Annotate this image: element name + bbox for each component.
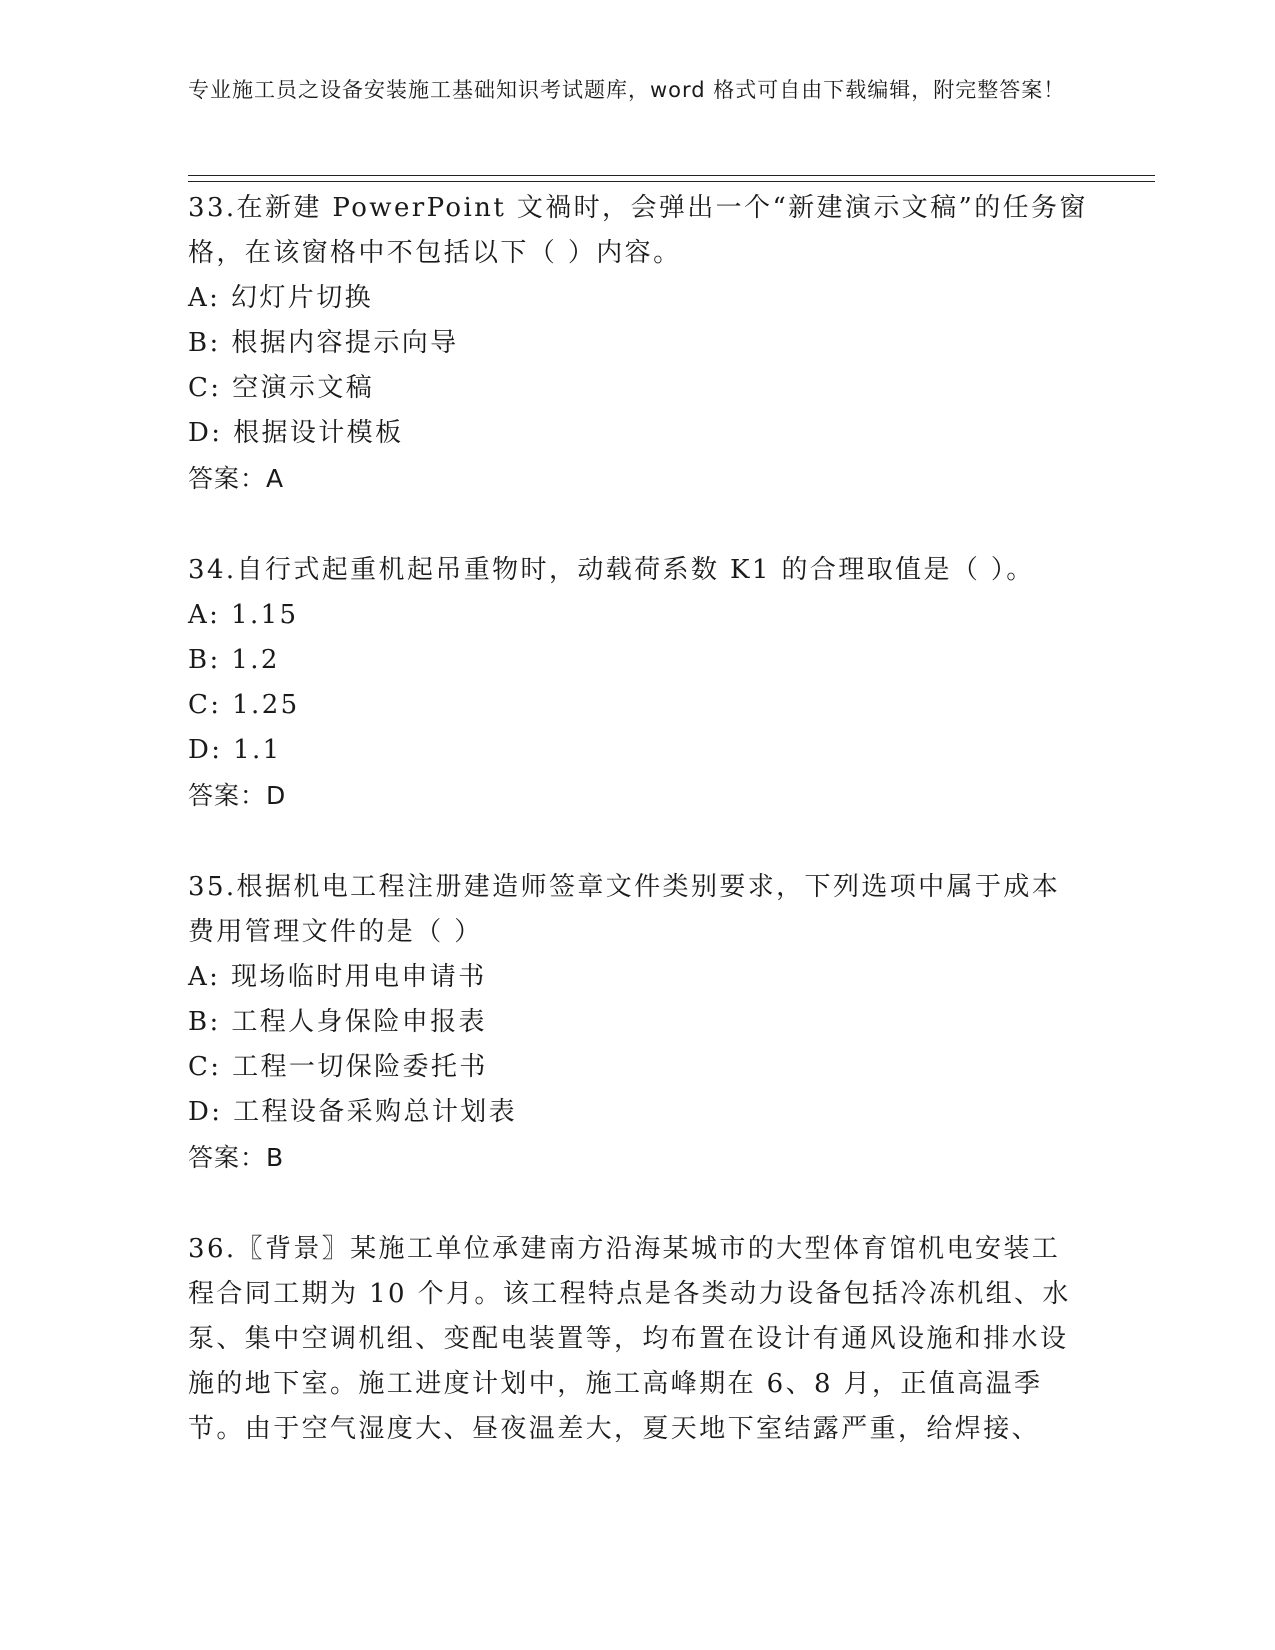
question-33 [188,186,1088,502]
question-35 [188,865,1088,1181]
answer: 答案：D [188,781,287,810]
option-c: C: 工程一切保险委托书 [188,1052,488,1082]
option-b: B: 1.2 [188,645,280,675]
option-c: C: 1.25 [188,690,300,720]
question-list [188,186,1088,1452]
question-text: 36.〖背景〗某施工单位承建南方沿海某城市的大型体育馆机电安装工程合同工期为 10 个月。该工程特点是各类动力设备包括冷冻机组、水泵、集中空调机组、变配电装置等，均布置在设计有通风设施和排水设施的地下室。施工进度计划中，施工高峰期在 6、8 月，正值高温季节。由于空气湿度大、昼夜温差大，夏天地下室结露严重，给焊接、 [188,1234,1071,1444]
question-36 [188,1227,1088,1452]
question-text: 33.在新建 PowerPoint 文禍时，会弹出一个“新建演示文稿”的任务窗格，在该窗格中不包括以下（ ）内容。 [188,193,1088,268]
document-header: 专业施工员之设备安装施工基础知识考试题库，word 格式可自由下载编辑，附完整答案！ [188,78,1066,102]
question-text: 34.自行式起重机起吊重物时，动载荷系数 K1 的合理取值是（ ）。 [188,555,1035,585]
option-a: A: 现场临时用电申请书 [188,962,487,992]
option-a: A: 幻灯片切换 [188,283,374,313]
option-d: D: 工程设备采购总计划表 [188,1097,518,1127]
option-b: B: 根据内容提示向导 [188,328,459,358]
option-a: A: 1.15 [188,600,299,630]
option-b: B: 工程人身保险申报表 [188,1007,487,1037]
answer: 答案：B [188,1143,285,1172]
option-d: D: 根据设计模板 [188,418,404,448]
header-divider-top [188,175,1155,176]
question-text: 35.根据机电工程注册建造师签章文件类别要求，下列选项中属于成本费用管理文件的是（ ） [188,872,1061,947]
header-divider-bottom [188,181,1155,182]
option-d: D: 1.1 [188,735,282,765]
answer: 答案：A [188,464,285,493]
question-34 [188,548,1088,819]
option-c: C: 空演示文稿 [188,373,375,403]
